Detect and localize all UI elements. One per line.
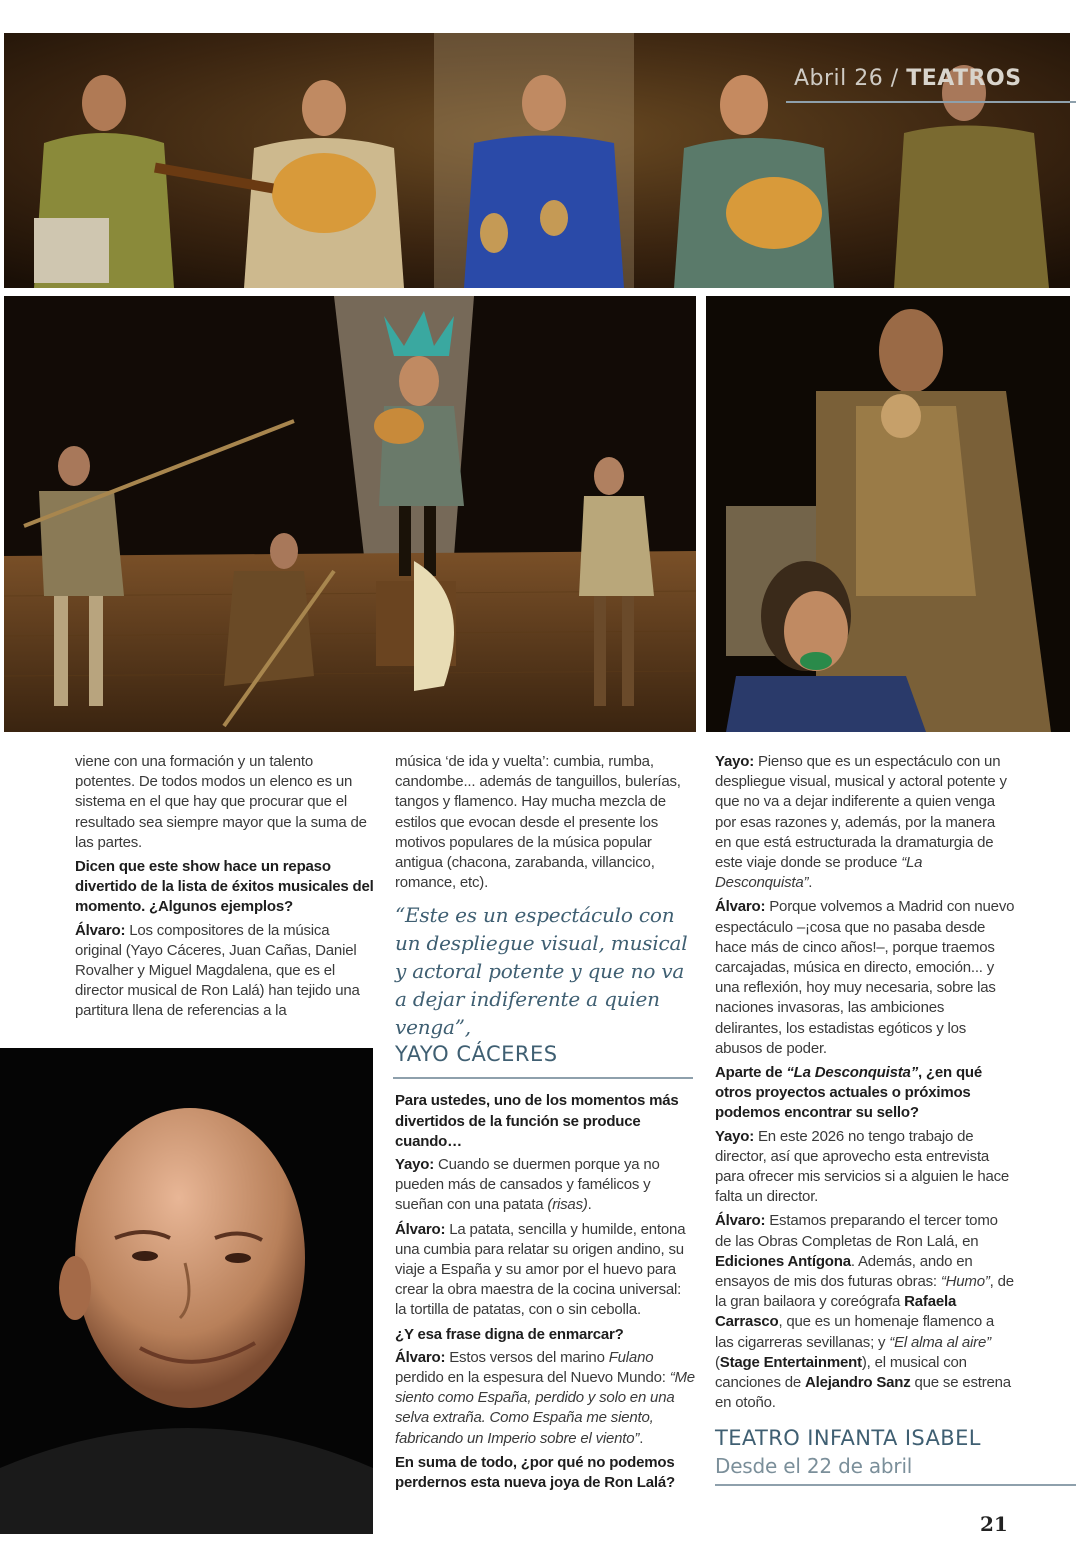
question-text: , ¿en qué otros proyectos actuales o próximos podemos encontrar su sello?: [715, 1064, 983, 1122]
quoted-verse: “Me siento como España, perdido y solo en una selva extraña. Como España me siento, fabricando un Imperio sobre el viento”: [395, 1369, 695, 1447]
show-title: “La Desconquista”: [786, 1064, 918, 1082]
pull-quote-block: [395, 901, 695, 1079]
speaker-name: Álvaro:: [715, 1212, 766, 1230]
photo-stage-scene-feathered-singer: [4, 296, 696, 732]
pull-quote: “Este es un espectáculo con un despliegue visual, musical y actoral potente y que no va a dejar indiferente a quien venga”,: [395, 903, 688, 1040]
article-column-2: [395, 752, 695, 1496]
answer-aside: (risas): [547, 1196, 588, 1214]
interview-question: Dicen que este show hace un repaso divertido de la lista de éxitos musicales del momento. ¿Algunos ejemplos?: [75, 858, 374, 916]
answer-text: La patata, sencilla y humilde, entona una cumbia para relatar su origen andino, su viaje a España y su amor por el huevo para crear la obra maestra de la cocina universal: la tortilla de patatas, con o sin cebolla.: [395, 1220, 686, 1319]
interview-answer: [715, 1211, 1015, 1413]
header-separator: /: [883, 66, 907, 91]
venue-dates: Desde el 22 de abril: [715, 1453, 913, 1478]
question-text: Aparte de: [715, 1064, 787, 1082]
answer-text: perdido en la espesura del Nuevo Mundo:: [395, 1369, 670, 1387]
interview-question: En suma de todo, ¿por qué no podemos perdernos esta nueva joya de Ron Lalá?: [395, 1453, 675, 1492]
answer-end: .: [808, 874, 813, 892]
article-column-1: [75, 752, 375, 1026]
show-title: “La Desconquista”: [715, 854, 923, 892]
venue-rule: [715, 1484, 1076, 1486]
speaker-name: Álvaro:: [395, 1220, 446, 1238]
interview-answer: [395, 1155, 695, 1216]
interview-question: Para ustedes, uno de los momentos más divertidos de la función se produce cuando…: [395, 1092, 679, 1150]
interview-answer: [715, 1127, 1015, 1208]
article-column-3: [715, 752, 1015, 1486]
publisher-name: Ediciones Antígona: [715, 1252, 851, 1270]
interview-answer: [715, 752, 1015, 893]
interview-answer: [395, 1348, 695, 1449]
section-name: TEATROS: [906, 66, 1022, 91]
answer-text: , que es un homenaje flamenco a las cigarreras sevillanas; y: [715, 1313, 995, 1351]
answer-end: .: [639, 1429, 644, 1447]
venue-info: [715, 1424, 1015, 1486]
answer-text: Porque volvemos a Madrid con nuevo espectáculo –¡cosa que no pasaba desde hace más de cinco años!–, porque traemos carcajadas, música en directo, emoción... y una reflexión, hoy muy necesaria, sobre las naciones invasoras, las ambiciones delirantes, los estadistas egóticos y los abusos de poder.: [715, 898, 1015, 1057]
interview-answer: [395, 1220, 695, 1321]
answer-text: Los compositores de la música original (Yayo Cáceres, Juan Cañas, Daniel Rovalher y Miguel Magdalena, que es el director musical de Ron Lalá) han tejido una partitura llena de referencias a la: [75, 921, 360, 1020]
speaker-name: Yayo:: [395, 1156, 435, 1174]
photo-actors-dramatic-scene: [706, 296, 1070, 732]
answer-text: (: [715, 1353, 720, 1371]
answer-text: . Además, ando en ensayos de mis dos futuras obras:: [715, 1252, 973, 1291]
answer-text: En este 2026 no tengo trabajo de director, así que aprovecho esta entrevista para ofrecer mis servicios si a alguien le hace falta un director.: [715, 1127, 1010, 1206]
person-name: Alejandro Sanz: [804, 1374, 911, 1392]
speaker-name: Álvaro:: [75, 921, 126, 939]
paragraph: viene con una formación y un talento potentes. De todos modos un elenco es un sistema en el que hay que procurar que el resultado sea siempre mayor que la suma de las partes.: [75, 753, 367, 851]
work-title: “Humo”: [940, 1273, 990, 1291]
answer-text: Cuando se duermen porque ya no pueden más de cansados y famélicos y sueñan con una patata: [395, 1156, 660, 1214]
speaker-name: Yayo:: [715, 1127, 755, 1145]
venue-name: TEATRO INFANTA ISABEL: [715, 1425, 981, 1450]
answer-text: Estamos preparando el tercer tomo de las Obras Completas de Ron Lalá, en: [715, 1212, 998, 1250]
interview-question: [715, 1063, 1015, 1124]
company-name: Stage Entertainment: [719, 1353, 862, 1371]
interview-answer: [715, 897, 1015, 1059]
answer-text: Pienso que es un espectáculo con un despliegue visual, musical y actoral potente y que no va a dejar indiferente a quien venga por esas razones y, además, por la manera en que está estructurada la dramaturgia de este viaje donde se produce: [715, 753, 1007, 872]
section-header: [794, 66, 1022, 91]
interview-question: ¿Y esa frase digna de enmarcar?: [395, 1325, 624, 1343]
issue-date: Abril 26: [794, 66, 884, 91]
speaker-name: Álvaro:: [395, 1348, 446, 1366]
person-name: Rafaela Carrasco: [715, 1293, 957, 1331]
page-number: 21: [980, 1512, 1008, 1536]
answer-text: Estos versos del marino: [445, 1348, 609, 1366]
photo-bald-man-portrait: [0, 1048, 373, 1534]
answer-text: , de la gran bailaora y coreógrafa: [715, 1273, 1014, 1311]
pull-quote-rule: [393, 1077, 693, 1079]
header-rule: [786, 101, 1076, 103]
interview-answer: [75, 921, 375, 1022]
character-name: Fulano: [608, 1348, 654, 1366]
paragraph: música ‘de ida y vuelta’: cumbia, rumba, candombe... además de tanguillos, bulerías, tangos y flamenco. Hay mucha mezcla de estilos que evocan desde el presente los motivos populares de la música popular antigua (chacona, zarabanda, villancico, romance, etc).: [395, 753, 681, 892]
pull-quote-author: YAYO CÁCERES: [395, 1042, 558, 1067]
work-title: “El alma al aire”: [889, 1333, 991, 1351]
speaker-name: Álvaro:: [715, 898, 766, 916]
answer-text: que se estrena en otoño.: [715, 1374, 1011, 1412]
answer-end: .: [587, 1196, 592, 1214]
speaker-name: Yayo:: [715, 753, 755, 770]
answer-text: ), el musical con canciones de: [715, 1353, 967, 1392]
